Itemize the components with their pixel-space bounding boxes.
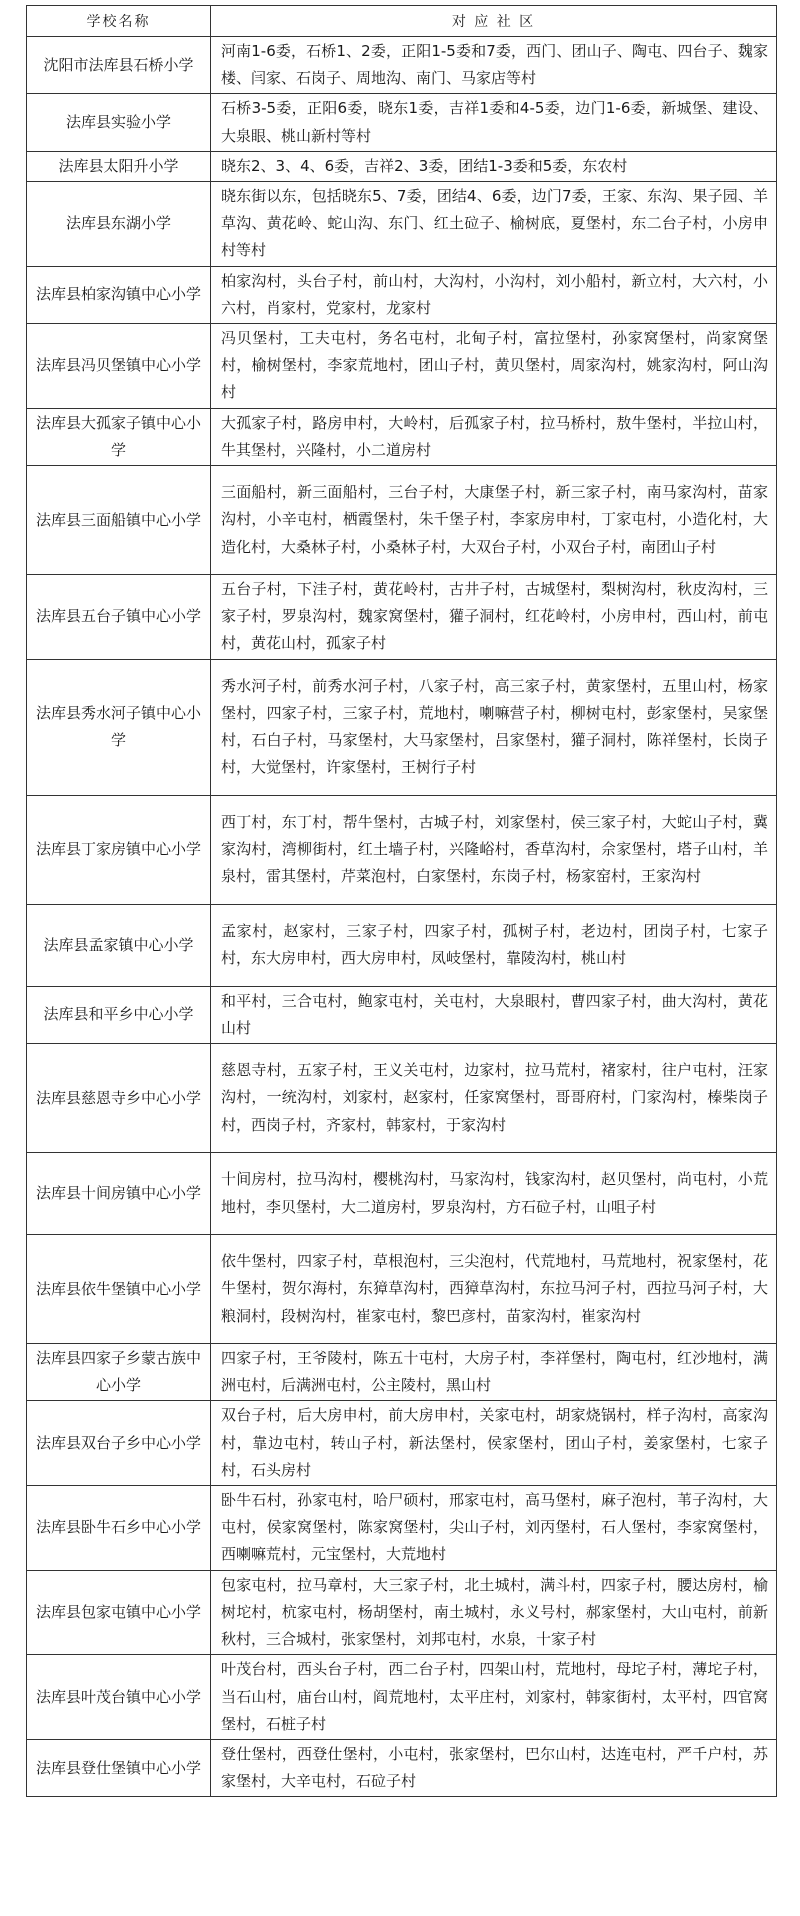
- table-row: [27, 324, 777, 409]
- community-list-cell: 四家子村，王爷陵村，陈五十屯村，大房子村，李祥堡村，陶屯村，红沙地村，满洲屯村，后满洲屯村，公主陵村，黑山村: [211, 1344, 777, 1401]
- school-name-cell: 法库县登仕堡镇中心小学: [27, 1739, 211, 1796]
- school-name-cell: 法库县卧牛石乡中心小学: [27, 1486, 211, 1571]
- community-list-cell: 双台子村，后大房申村，前大房申村，关家屯村，胡家烧锅村，样子沟村，高家沟村，靠边屯村，转山子村，新法堡村，侯家堡村，团山子村，姜家堡村，七家子村，石头房村: [211, 1401, 777, 1486]
- table-row: [27, 1655, 777, 1740]
- table-row: [27, 37, 777, 94]
- community-list-cell: 西丁村，东丁村，帮牛堡村，古城子村，刘家堡村，侯三家子村，大蛇山子村，冀家沟村，湾柳街村，红土墙子村，兴隆峪村，香草沟村，佘家堡村，塔子山村，羊泉村，雷其堡村，芹菜泡村，白家堡村，东岗子村，杨家窑村，王家沟村: [211, 795, 777, 904]
- table-row: [27, 1235, 777, 1344]
- table-row: [27, 1739, 777, 1796]
- column-header-area: 对 应 社 区: [211, 6, 777, 37]
- community-list-cell: 包家屯村，拉马章村，大三家子村，北土城村，满斗村，四家子村，腰达房村，榆树坨村，杭家屯村，杨胡堡村，南土城村，永义号村，郝家堡村，大山屯村，前新秋村，三合城村，张家堡村，刘邦屯村，水泉，十家子村: [211, 1570, 777, 1655]
- community-list-cell: 大孤家子村，路房申村，大岭村，后孤家子村，拉马桥村，敖牛堡村，半拉山村，牛其堡村，兴隆村，小二道房村: [211, 408, 777, 465]
- table-row: [27, 1153, 777, 1235]
- community-list-cell: 冯贝堡村，工夫屯村，务名屯村，北甸子村，富拉堡村，孙家窝堡村，尚家窝堡村，榆树堡村，李家荒地村，团山子村，黄贝堡村，周家沟村，姚家沟村，阿山沟村: [211, 324, 777, 409]
- community-list-cell: 登仕堡村，西登仕堡村，小屯村，张家堡村，巴尔山村，达连屯村，严千户村，苏家堡村，大辛屯村，石砬子村: [211, 1739, 777, 1796]
- table-row: [27, 659, 777, 795]
- school-name-cell: 法库县孟家镇中心小学: [27, 904, 211, 986]
- school-name-cell: 法库县实验小学: [27, 94, 211, 151]
- school-name-cell: 法库县慈恩寺乡中心小学: [27, 1044, 211, 1153]
- table-row: [27, 1044, 777, 1153]
- table-header-row: [27, 6, 777, 37]
- table-body: [27, 37, 777, 1797]
- community-list-cell: 三面船村，新三面船村，三台子村，大康堡子村，新三家子村，南马家沟村，苗家沟村，小辛屯村，栖霞堡村，朱千堡子村，李家房申村，丁家屯村，小造化村，大造化村，大桑林子村，小桑林子村，大双台子村，小双台子村，南团山子村: [211, 466, 777, 575]
- table-row: [27, 408, 777, 465]
- table-row: [27, 1570, 777, 1655]
- community-list-cell: 十间房村，拉马沟村，樱桃沟村，马家沟村，钱家沟村，赵贝堡村，尚屯村，小荒地村，李贝堡村，大二道房村，罗泉沟村，方石砬子村，山咀子村: [211, 1153, 777, 1235]
- school-name-cell: 法库县丁家房镇中心小学: [27, 795, 211, 904]
- table-row: [27, 151, 777, 181]
- community-list-cell: 石桥3-5委，正阳6委，晓东1委，吉祥1委和4-5委，边门1-6委，新城堡、建设、大泉眼、桃山新村等村: [211, 94, 777, 151]
- school-name-cell: 法库县大孤家子镇中心小学: [27, 408, 211, 465]
- community-list-cell: 河南1-6委，石桥1、2委，正阳1-5委和7委，西门、团山子、陶屯、四台子、魏家楼、闫家、石岗子、周地沟、南门、马家店等村: [211, 37, 777, 94]
- school-name-cell: 沈阳市法库县石桥小学: [27, 37, 211, 94]
- community-list-cell: 柏家沟村，头台子村，前山村，大沟村，小沟村，刘小船村，新立村，大六村，小六村，肖家村，党家村，龙家村: [211, 266, 777, 323]
- community-list-cell: 和平村，三合屯村，鲍家屯村，关屯村，大泉眼村，曹四家子村，曲大沟村，黄花山村: [211, 986, 777, 1043]
- community-list-cell: 依牛堡村，四家子村，草根泡村，三尖泡村，代荒地村，马荒地村，祝家堡村，花牛堡村，贺尔海村，东獐草沟村，西獐草沟村，东拉马河子村，西拉马河子村，大粮洞村，段树沟村，崔家屯村，黎巴彦村，苗家沟村，崔家沟村: [211, 1235, 777, 1344]
- school-name-cell: 法库县秀水河子镇中心小学: [27, 659, 211, 795]
- table-row: [27, 94, 777, 151]
- school-name-cell: 法库县双台子乡中心小学: [27, 1401, 211, 1486]
- school-name-cell: 法库县依牛堡镇中心小学: [27, 1235, 211, 1344]
- school-name-cell: 法库县叶茂台镇中心小学: [27, 1655, 211, 1740]
- table-row: [27, 575, 777, 660]
- school-name-cell: 法库县和平乡中心小学: [27, 986, 211, 1043]
- school-district-table: [26, 5, 777, 1797]
- community-list-cell: 叶茂台村，西头台子村，西二台子村，四架山村，荒地村，母坨子村，薄坨子村，当石山村，庙台山村，阎荒地村，太平庄村，刘家村，韩家街村，太平村，四官窝堡村，石桩子村: [211, 1655, 777, 1740]
- school-name-cell: 法库县三面船镇中心小学: [27, 466, 211, 575]
- community-list-cell: 晓东2、3、4、6委，吉祥2、3委，团结1-3委和5委，东农村: [211, 151, 777, 181]
- table-row: [27, 986, 777, 1043]
- school-name-cell: 法库县东湖小学: [27, 182, 211, 267]
- table-row: [27, 1486, 777, 1571]
- table-row: [27, 904, 777, 986]
- community-list-cell: 慈恩寺村，五家子村，王义关屯村，边家村，拉马荒村，褚家村，往户屯村，汪家沟村，一统沟村，刘家村，赵家村，任家窝堡村，哥哥府村，门家沟村，榛柴岗子村，西岗子村，齐家村，韩家村，于家沟村: [211, 1044, 777, 1153]
- community-list-cell: 孟家村，赵家村，三家子村，四家子村，孤树子村，老边村，团岗子村，七家子村，东大房申村，西大房申村，凤岐堡村，靠陵沟村，桃山村: [211, 904, 777, 986]
- table-row: [27, 1344, 777, 1401]
- community-list-cell: 五台子村，下洼子村，黄花岭村，古井子村，古城堡村，梨树沟村，秋皮沟村，三家子村，罗泉沟村，魏家窝堡村，獾子洞村，红花岭村，小房申村，西山村，前屯村，黄花山村，孤家子村: [211, 575, 777, 660]
- table-row: [27, 466, 777, 575]
- school-name-cell: 法库县五台子镇中心小学: [27, 575, 211, 660]
- school-name-cell: 法库县四家子乡蒙古族中心小学: [27, 1344, 211, 1401]
- table-row: [27, 266, 777, 323]
- school-name-cell: 法库县柏家沟镇中心小学: [27, 266, 211, 323]
- table-row: [27, 1401, 777, 1486]
- school-name-cell: 法库县十间房镇中心小学: [27, 1153, 211, 1235]
- column-header-school: 学校名称: [27, 6, 211, 37]
- community-list-cell: 秀水河子村，前秀水河子村，八家子村，高三家子村，黄家堡村，五里山村，杨家堡村，四家子村，三家子村，荒地村，喇嘛营子村，柳树屯村，彭家堡村，吴家堡村，石白子村，马家堡村，大马家堡村，吕家堡村，獾子洞村，陈祥堡村，长岗子村，大觉堡村，许家堡村，王树行子村: [211, 659, 777, 795]
- school-name-cell: 法库县太阳升小学: [27, 151, 211, 181]
- school-name-cell: 法库县冯贝堡镇中心小学: [27, 324, 211, 409]
- community-list-cell: 晓东街以东，包括晓东5、7委，团结4、6委，边门7委，王家、东沟、果子园、羊草沟、黄花岭、蛇山沟、东门、红土砬子、榆树底，夏堡村，东二台子村，小房申村等村: [211, 182, 777, 267]
- table-row: [27, 182, 777, 267]
- table-row: [27, 795, 777, 904]
- school-name-cell: 法库县包家屯镇中心小学: [27, 1570, 211, 1655]
- community-list-cell: 卧牛石村，孙家屯村，哈尸硕村，邢家屯村，高马堡村，麻子泡村，苇子沟村，大屯村，侯家窝堡村，陈家窝堡村，尖山子村，刘丙堡村，石人堡村，李家窝堡村，西喇嘛荒村，元宝堡村，大荒地村: [211, 1486, 777, 1571]
